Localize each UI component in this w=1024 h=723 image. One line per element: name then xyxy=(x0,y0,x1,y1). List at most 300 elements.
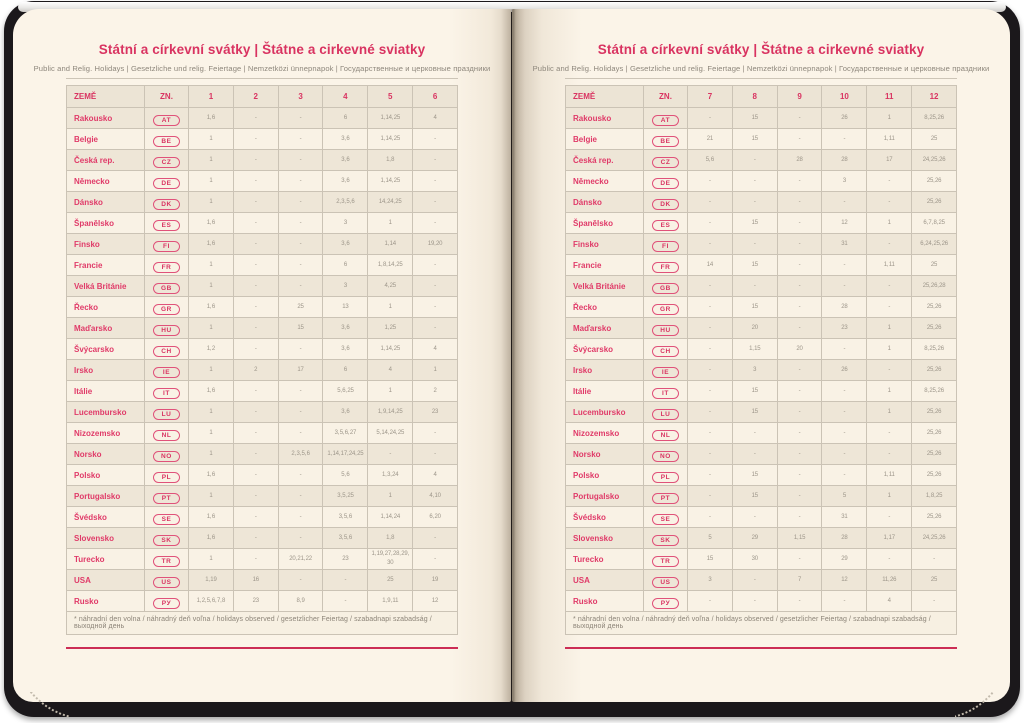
holiday-dates-cell: - xyxy=(822,444,867,465)
country-code-cell xyxy=(644,465,688,486)
table-row xyxy=(566,507,957,528)
country-code-badge: US xyxy=(652,577,679,588)
footnote-row xyxy=(566,612,957,635)
country-code-badge: SK xyxy=(652,535,679,546)
table-row xyxy=(566,339,957,360)
country-code-cell xyxy=(145,234,189,255)
holiday-dates-cell: - xyxy=(777,381,822,402)
table-row xyxy=(566,528,957,549)
holiday-dates-cell: - xyxy=(822,192,867,213)
country-code-badge: SE xyxy=(153,514,180,525)
holiday-dates-cell: - xyxy=(278,570,323,591)
holiday-dates-cell: 25 xyxy=(368,570,413,591)
holiday-dates-cell: - xyxy=(688,444,733,465)
country-name: Francie xyxy=(566,255,644,276)
holiday-dates-cell: - xyxy=(413,318,458,339)
holiday-dates-cell: 3, 6 xyxy=(323,339,368,360)
country-code-badge: LU xyxy=(652,409,679,420)
country-code-badge: HU xyxy=(652,325,679,336)
table-row xyxy=(566,423,957,444)
country-code-cell xyxy=(644,108,688,129)
holiday-dates-cell: - xyxy=(278,423,323,444)
holiday-dates-cell: 1, 2 xyxy=(189,339,234,360)
holiday-dates-cell: - xyxy=(233,528,278,549)
holidays-table-months-1-6 xyxy=(66,85,458,635)
stitch-dots-bottom-right xyxy=(955,692,1017,718)
holiday-dates-cell: 8, 9 xyxy=(278,591,323,612)
holiday-dates-cell: 19, 20 xyxy=(413,234,458,255)
holiday-dates-cell: - xyxy=(278,129,323,150)
holiday-dates-cell: - xyxy=(278,108,323,129)
country-code-badge: IT xyxy=(652,388,679,399)
holiday-dates-cell: - xyxy=(688,486,733,507)
holiday-dates-cell: 1 xyxy=(867,318,912,339)
country-code-badge: HU xyxy=(153,325,180,336)
holiday-dates-cell: 4 xyxy=(368,360,413,381)
holiday-dates-cell: - xyxy=(822,276,867,297)
holiday-dates-cell: - xyxy=(732,150,777,171)
holiday-dates-cell: - xyxy=(323,591,368,612)
holiday-dates-cell: 1, 14, 25 xyxy=(368,108,413,129)
column-header-month: 1 xyxy=(189,86,234,108)
table-row xyxy=(566,108,957,129)
table-row xyxy=(67,486,458,507)
table-row xyxy=(67,507,458,528)
holiday-dates-cell: - xyxy=(233,507,278,528)
holiday-dates-cell: 5 xyxy=(688,528,733,549)
holiday-dates-cell: 3, 5, 6 xyxy=(323,528,368,549)
country-name: Itálie xyxy=(566,381,644,402)
holiday-dates-cell: 1, 25 xyxy=(368,318,413,339)
subtitle-rule xyxy=(565,78,957,79)
country-code-badge: GB xyxy=(153,283,180,294)
country-name: Slovensko xyxy=(67,528,145,549)
holiday-dates-cell: - xyxy=(777,234,822,255)
country-name: Itálie xyxy=(67,381,145,402)
holiday-dates-cell: 4 xyxy=(413,108,458,129)
holiday-dates-cell: 2 xyxy=(233,360,278,381)
holiday-dates-cell: 1, 2, 5, 6, 7, 8 xyxy=(189,591,234,612)
table-row xyxy=(566,570,957,591)
holiday-dates-cell: 1 xyxy=(413,360,458,381)
country-code-badge: DE xyxy=(652,178,679,189)
table-row xyxy=(67,150,458,171)
country-name: Německo xyxy=(566,171,644,192)
country-code-cell xyxy=(145,108,189,129)
country-code-badge: DK xyxy=(153,199,180,210)
holiday-dates-cell: - xyxy=(278,234,323,255)
page-right-content xyxy=(512,9,1010,649)
country-code-cell xyxy=(644,549,688,570)
country-name: Lucembursko xyxy=(67,402,145,423)
table-row xyxy=(566,486,957,507)
holiday-dates-cell: 1, 15 xyxy=(777,528,822,549)
accent-rule xyxy=(66,647,458,649)
country-code-badge: LU xyxy=(153,409,180,420)
holiday-dates-cell: 1 xyxy=(189,150,234,171)
holiday-dates-cell: 1, 11 xyxy=(867,465,912,486)
holiday-dates-cell: 1, 6 xyxy=(189,108,234,129)
country-code-badge: FR xyxy=(153,262,180,273)
holiday-dates-cell: 1 xyxy=(189,444,234,465)
country-code-cell xyxy=(145,255,189,276)
holiday-dates-cell: - xyxy=(688,171,733,192)
country-code-cell xyxy=(644,234,688,255)
holiday-dates-cell: 3, 5, 25 xyxy=(323,486,368,507)
country-name: Polsko xyxy=(67,465,145,486)
holiday-dates-cell: 1, 6 xyxy=(189,507,234,528)
holiday-dates-cell: 1, 14, 24 xyxy=(368,507,413,528)
table-row xyxy=(67,234,458,255)
country-code-badge: NO xyxy=(153,451,180,462)
country-name: Finsko xyxy=(566,234,644,255)
holiday-dates-cell: - xyxy=(732,234,777,255)
holiday-dates-cell: - xyxy=(233,423,278,444)
country-code-cell xyxy=(145,339,189,360)
column-header-month: 4 xyxy=(323,86,368,108)
table-row xyxy=(566,444,957,465)
holiday-dates-cell: - xyxy=(233,129,278,150)
holiday-dates-cell: 1 xyxy=(368,381,413,402)
table-row xyxy=(67,549,458,570)
country-code-cell xyxy=(145,129,189,150)
country-name: Velká Británie xyxy=(67,276,145,297)
country-code-badge: DK xyxy=(652,199,679,210)
column-header-month: 9 xyxy=(777,86,822,108)
holiday-dates-cell: 1 xyxy=(189,318,234,339)
holiday-dates-cell: - xyxy=(278,465,323,486)
table-row xyxy=(67,591,458,612)
holiday-dates-cell: 1, 8 xyxy=(368,528,413,549)
country-code-cell xyxy=(145,444,189,465)
holiday-dates-cell: - xyxy=(867,276,912,297)
holiday-dates-cell: - xyxy=(233,213,278,234)
table-row xyxy=(566,318,957,339)
holiday-dates-cell: - xyxy=(278,213,323,234)
holiday-dates-cell: 13 xyxy=(323,297,368,318)
holiday-dates-cell: - xyxy=(688,108,733,129)
table-row xyxy=(566,360,957,381)
holiday-dates-cell: 8, 25, 26 xyxy=(912,339,957,360)
table-row xyxy=(566,591,957,612)
country-name: Turecko xyxy=(566,549,644,570)
holiday-dates-cell: 25, 26 xyxy=(912,192,957,213)
country-code-badge: CZ xyxy=(153,157,180,168)
holiday-dates-cell: 4 xyxy=(413,465,458,486)
holiday-dates-cell: - xyxy=(912,549,957,570)
country-code-cell xyxy=(644,486,688,507)
holiday-dates-cell: 1 xyxy=(189,402,234,423)
holiday-dates-cell: 1, 8 xyxy=(368,150,413,171)
country-name: Finsko xyxy=(67,234,145,255)
column-header-month: 12 xyxy=(912,86,957,108)
table-row xyxy=(67,360,458,381)
holiday-dates-cell: - xyxy=(278,150,323,171)
column-header-month: 11 xyxy=(867,86,912,108)
holiday-dates-cell: 15 xyxy=(732,297,777,318)
holiday-dates-cell: - xyxy=(413,129,458,150)
holiday-dates-cell: 3, 6 xyxy=(323,318,368,339)
accent-rule xyxy=(565,647,957,649)
country-code-cell xyxy=(145,570,189,591)
holiday-dates-cell: - xyxy=(732,192,777,213)
holiday-dates-cell: 1, 8, 14, 25 xyxy=(368,255,413,276)
holiday-dates-cell: - xyxy=(867,234,912,255)
holiday-dates-cell: - xyxy=(688,402,733,423)
country-name: Velká Británie xyxy=(566,276,644,297)
holiday-dates-cell: 15 xyxy=(278,318,323,339)
holiday-dates-cell: - xyxy=(777,402,822,423)
country-code-cell xyxy=(644,360,688,381)
holiday-dates-cell: 20, 21, 22 xyxy=(278,549,323,570)
table-row xyxy=(566,297,957,318)
country-name: Turecko xyxy=(67,549,145,570)
country-code-badge: TR xyxy=(153,556,180,567)
table-row xyxy=(67,339,458,360)
country-code-badge: SK xyxy=(153,535,180,546)
country-code-badge: BE xyxy=(153,136,180,147)
country-code-cell xyxy=(644,150,688,171)
holiday-dates-cell: - xyxy=(233,486,278,507)
holiday-dates-cell: 5, 6 xyxy=(688,150,733,171)
country-name: Norsko xyxy=(566,444,644,465)
column-header-code: ZN. xyxy=(145,86,189,108)
holiday-dates-cell: 1, 11 xyxy=(867,129,912,150)
holiday-dates-cell: - xyxy=(732,171,777,192)
holiday-dates-cell: - xyxy=(777,465,822,486)
holiday-dates-cell: - xyxy=(732,276,777,297)
country-name: Belgie xyxy=(566,129,644,150)
country-code-badge: РУ xyxy=(153,598,180,609)
country-code-badge: CH xyxy=(153,346,180,357)
country-name: Dánsko xyxy=(67,192,145,213)
country-name: Rusko xyxy=(67,591,145,612)
column-header-month: 7 xyxy=(688,86,733,108)
holiday-dates-cell: - xyxy=(867,423,912,444)
holiday-dates-cell: - xyxy=(867,171,912,192)
holiday-dates-cell: 1 xyxy=(189,255,234,276)
country-code-badge: FR xyxy=(652,262,679,273)
holiday-dates-cell: - xyxy=(233,402,278,423)
holiday-dates-cell: - xyxy=(688,276,733,297)
table-row xyxy=(67,129,458,150)
country-name: Francie xyxy=(67,255,145,276)
country-name: Polsko xyxy=(566,465,644,486)
table-row xyxy=(566,549,957,570)
holiday-dates-cell: 28 xyxy=(777,150,822,171)
holiday-dates-cell: - xyxy=(413,423,458,444)
table-row xyxy=(67,192,458,213)
holiday-dates-cell: 1 xyxy=(368,213,413,234)
country-code-cell xyxy=(145,297,189,318)
holiday-dates-cell: - xyxy=(278,402,323,423)
country-code-cell xyxy=(644,507,688,528)
holiday-dates-cell: - xyxy=(822,339,867,360)
holiday-dates-cell: 15 xyxy=(688,549,733,570)
table-row xyxy=(566,255,957,276)
table-row xyxy=(566,234,957,255)
holiday-dates-cell: 2, 3, 5, 6 xyxy=(278,444,323,465)
holiday-dates-cell: 25, 26 xyxy=(912,402,957,423)
country-code-cell xyxy=(145,381,189,402)
table-header-row xyxy=(566,86,957,108)
holiday-dates-cell: - xyxy=(233,318,278,339)
country-code-badge: PL xyxy=(652,472,679,483)
page-left-content xyxy=(13,9,511,649)
country-code-badge: GR xyxy=(153,304,180,315)
holiday-dates-cell: - xyxy=(233,276,278,297)
holiday-dates-cell: - xyxy=(688,339,733,360)
holiday-dates-cell: 1 xyxy=(867,402,912,423)
country-code-cell xyxy=(145,486,189,507)
column-header-month: 5 xyxy=(368,86,413,108)
holiday-dates-cell: - xyxy=(278,339,323,360)
holiday-dates-cell: - xyxy=(233,234,278,255)
table-row xyxy=(67,444,458,465)
holiday-dates-cell: - xyxy=(233,381,278,402)
country-name: Maďarsko xyxy=(566,318,644,339)
holiday-dates-cell: 3, 6 xyxy=(323,402,368,423)
column-header-month: 10 xyxy=(822,86,867,108)
holiday-dates-cell: 1, 6 xyxy=(189,528,234,549)
holiday-dates-cell: - xyxy=(777,276,822,297)
holiday-dates-cell: 1, 9, 11 xyxy=(368,591,413,612)
holiday-dates-cell: 3, 5, 6, 27 xyxy=(323,423,368,444)
holiday-dates-cell: 15 xyxy=(732,486,777,507)
holiday-dates-cell: - xyxy=(732,507,777,528)
holiday-dates-cell: 17 xyxy=(867,150,912,171)
country-code-cell xyxy=(644,423,688,444)
holiday-dates-cell: 17 xyxy=(278,360,323,381)
holiday-dates-cell: 3, 6 xyxy=(323,129,368,150)
holiday-dates-cell: - xyxy=(278,255,323,276)
holiday-dates-cell: - xyxy=(777,486,822,507)
holiday-dates-cell: 25 xyxy=(912,129,957,150)
holiday-dates-cell: 25 xyxy=(912,570,957,591)
holiday-dates-cell: - xyxy=(777,255,822,276)
stitch-dots-bottom-left xyxy=(7,692,69,718)
holiday-dates-cell: 2, 3, 5, 6 xyxy=(323,192,368,213)
holiday-dates-cell: 25, 26 xyxy=(912,297,957,318)
holiday-dates-cell: 6, 20 xyxy=(413,507,458,528)
holiday-dates-cell: 3 xyxy=(323,213,368,234)
country-code-cell xyxy=(145,276,189,297)
table-row xyxy=(67,570,458,591)
table-row xyxy=(566,381,957,402)
country-code-badge: PT xyxy=(153,493,180,504)
holiday-dates-cell: - xyxy=(688,360,733,381)
holiday-dates-cell: 24, 25, 26 xyxy=(912,528,957,549)
holiday-dates-cell: 1, 14, 25 xyxy=(368,339,413,360)
country-code-cell xyxy=(644,570,688,591)
country-code-badge: GB xyxy=(652,283,679,294)
table-row xyxy=(67,171,458,192)
country-code-cell xyxy=(644,528,688,549)
table-row xyxy=(67,297,458,318)
holiday-dates-cell: - xyxy=(413,255,458,276)
holiday-dates-cell: 15 xyxy=(732,402,777,423)
footnote: * náhradní den volna / náhradný deň voľna / holidays observed / gesetzlicher Feiertag / szabadnapi szabadság / выходной день xyxy=(67,612,458,635)
holiday-dates-cell: - xyxy=(777,318,822,339)
holiday-dates-cell: 15 xyxy=(732,213,777,234)
holiday-dates-cell: 1 xyxy=(867,213,912,234)
country-code-cell xyxy=(644,591,688,612)
holiday-dates-cell: - xyxy=(777,360,822,381)
country-name: Portugalsko xyxy=(67,486,145,507)
holiday-dates-cell: 28 xyxy=(822,297,867,318)
country-code-badge: IT xyxy=(153,388,180,399)
country-code-cell xyxy=(145,360,189,381)
holiday-dates-cell: - xyxy=(822,129,867,150)
holiday-dates-cell: 1 xyxy=(189,276,234,297)
holiday-dates-cell: 5, 14, 24, 25 xyxy=(368,423,413,444)
holiday-dates-cell: - xyxy=(867,297,912,318)
holiday-dates-cell: - xyxy=(867,507,912,528)
footnote-row xyxy=(67,612,458,635)
country-name: Švédsko xyxy=(67,507,145,528)
column-header-country: ZEMĚ xyxy=(67,86,145,108)
table-row xyxy=(67,108,458,129)
country-code-cell xyxy=(145,591,189,612)
holiday-dates-cell: 1 xyxy=(867,486,912,507)
holiday-dates-cell: - xyxy=(413,192,458,213)
country-code-badge: IE xyxy=(652,367,679,378)
holiday-dates-cell: 25, 26 xyxy=(912,444,957,465)
holiday-dates-cell: - xyxy=(688,381,733,402)
holiday-dates-cell: - xyxy=(233,465,278,486)
holiday-dates-cell: 25, 26 xyxy=(912,360,957,381)
holiday-dates-cell: 15 xyxy=(732,381,777,402)
holiday-dates-cell: 1, 19 xyxy=(189,570,234,591)
holiday-dates-cell: - xyxy=(777,213,822,234)
holiday-dates-cell: - xyxy=(278,276,323,297)
holiday-dates-cell: 12 xyxy=(822,213,867,234)
holiday-dates-cell: 16 xyxy=(233,570,278,591)
country-name: Irsko xyxy=(566,360,644,381)
holiday-dates-cell: 23 xyxy=(323,549,368,570)
holiday-dates-cell: 4, 10 xyxy=(413,486,458,507)
holiday-dates-cell: - xyxy=(413,297,458,318)
holiday-dates-cell: 23 xyxy=(822,318,867,339)
holiday-dates-cell: 15 xyxy=(732,255,777,276)
country-code-cell xyxy=(145,528,189,549)
country-code-badge: IE xyxy=(153,367,180,378)
holiday-dates-cell: - xyxy=(413,528,458,549)
table-row xyxy=(67,528,458,549)
country-code-cell xyxy=(145,423,189,444)
country-code-cell xyxy=(145,402,189,423)
country-name: Nizozemsko xyxy=(67,423,145,444)
column-header-month: 8 xyxy=(732,86,777,108)
holiday-dates-cell: 25, 26 xyxy=(912,171,957,192)
holiday-dates-cell: 6, 7, 8, 25 xyxy=(912,213,957,234)
country-name: Nizozemsko xyxy=(566,423,644,444)
country-name: Česká rep. xyxy=(67,150,145,171)
holiday-dates-cell: 3 xyxy=(323,276,368,297)
holiday-dates-cell: 26 xyxy=(822,108,867,129)
table-row xyxy=(67,465,458,486)
holiday-dates-cell: - xyxy=(822,402,867,423)
country-name: Švýcarsko xyxy=(566,339,644,360)
country-name: Rakousko xyxy=(566,108,644,129)
holiday-dates-cell: 1 xyxy=(368,297,413,318)
holiday-dates-cell: 1, 6 xyxy=(189,234,234,255)
holiday-dates-cell: 28 xyxy=(822,528,867,549)
holiday-dates-cell: 21 xyxy=(688,129,733,150)
table-row xyxy=(566,402,957,423)
holiday-dates-cell: 6 xyxy=(323,360,368,381)
holiday-dates-cell: - xyxy=(777,549,822,570)
